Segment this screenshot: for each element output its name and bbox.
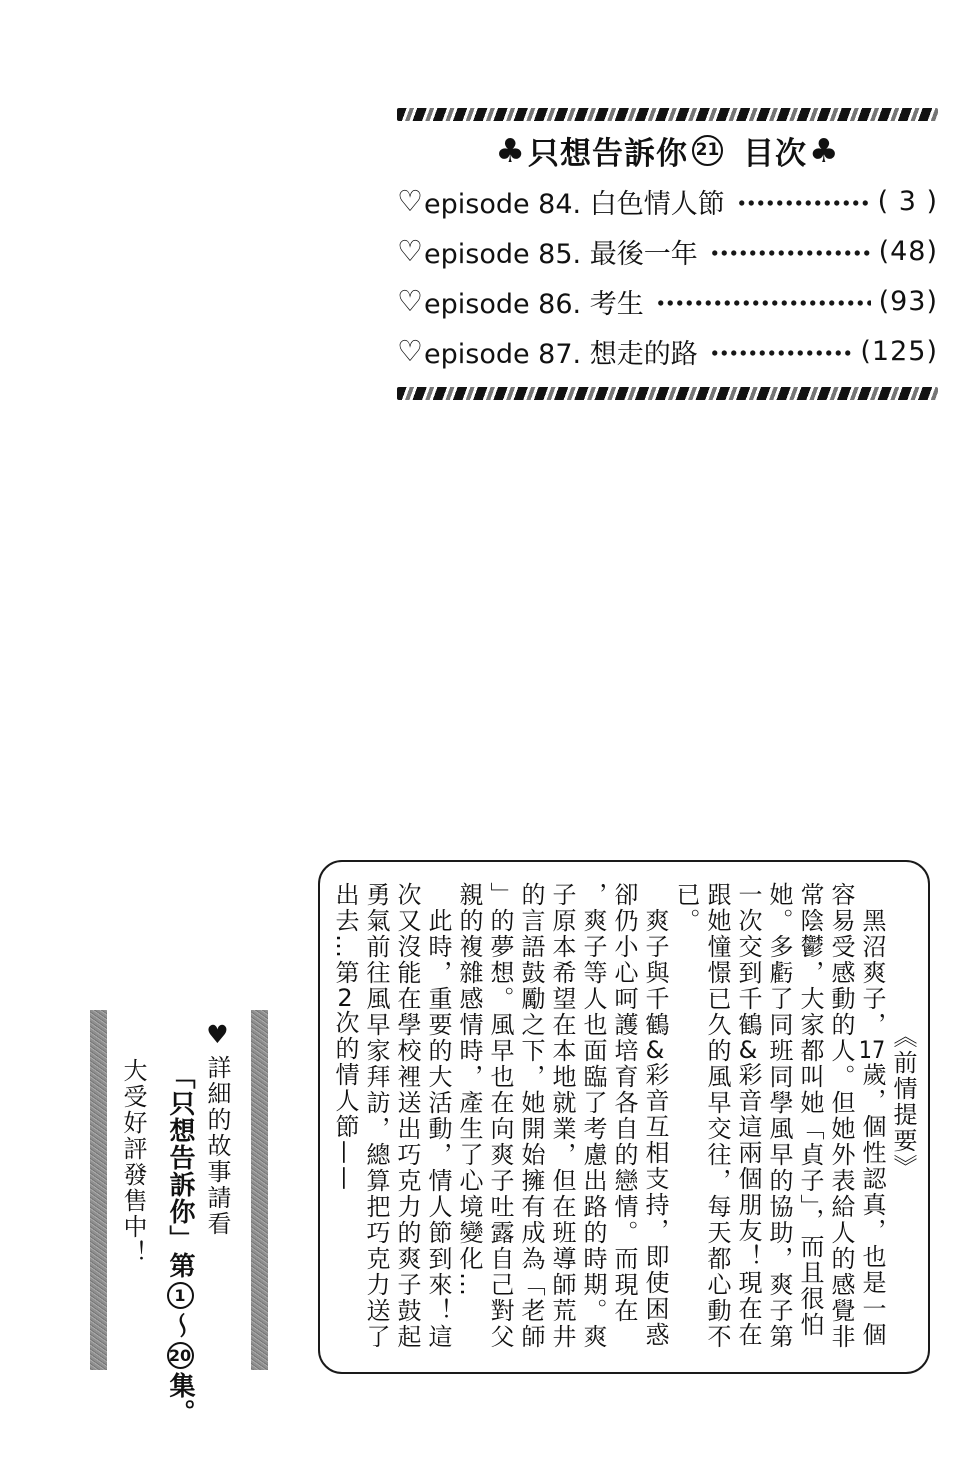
dot-leader — [710, 346, 853, 360]
episode-list — [397, 176, 938, 376]
recap-column: 卻仍小心呵護培育各自的戀情。而現在 — [610, 882, 638, 1324]
heart-outline-icon: ♡ — [397, 184, 423, 218]
dot-leader — [737, 196, 870, 210]
heart-outline-icon: ♡ — [397, 334, 423, 368]
recap-column: 子原本希望在本地就業，但在班導師荒井 — [548, 882, 576, 1350]
tilde-glyph: 〜 — [165, 1312, 195, 1339]
circled-number-1: 1 — [167, 1282, 194, 1309]
recap-column: 親的複雜感情時，產生了心境變化… — [455, 882, 483, 1298]
promo-note-column — [200, 1020, 235, 1237]
recap-heading: 《前情提要》 — [889, 1024, 917, 1180]
episode-page-number: (48) — [878, 235, 938, 267]
recap-column: 已。 — [672, 882, 700, 934]
circled-number-20: 20 — [167, 1342, 194, 1369]
series-volumes-column — [162, 1063, 199, 1426]
episode-page-number: (125) — [860, 335, 938, 367]
toc-title-section: 目次 — [743, 135, 807, 172]
promo-status-column: 大受好評發售中！ — [119, 1058, 147, 1266]
recap-column: 常陰鬱，大家都叫她「貞子」，而且很怕 — [796, 882, 824, 1338]
heart-outline-icon: ♡ — [397, 284, 423, 318]
dot-leader — [710, 246, 871, 260]
gray-bar-right — [251, 1010, 268, 1370]
ribbon-border-top — [397, 108, 938, 121]
volume-21-badge: 21 — [692, 135, 723, 166]
recap-column: 她。多虧了同班同學風早的協助，爽子第 — [765, 882, 793, 1350]
heart-outline-icon: ♡ — [397, 234, 423, 268]
recap-column: ，爽子等人也面臨了考慮出路的時期。爽 — [579, 882, 607, 1350]
recap-column: 容易受感動的人。但她外表給人的感覺非 — [827, 882, 855, 1350]
episode-row-86 — [397, 276, 938, 326]
recap-column: 出去…第2次的情人節—— — [331, 882, 359, 1192]
episode-label: episode 84. 白色情人節 — [424, 188, 725, 220]
recap-column: 爽子與千鶴&彩音互相支持，即使困惑 — [641, 882, 669, 1348]
dot-leader — [656, 296, 871, 310]
toc-title — [397, 130, 938, 170]
recap-column: 一次交到千鶴&彩音這兩個朋友！現在在 — [734, 882, 762, 1348]
ribbon-border-bottom — [397, 387, 938, 400]
recap-column: 的言語鼓勵之下，她開始擁有成為「老師 — [517, 882, 545, 1350]
gray-bar-left — [90, 1010, 107, 1370]
recap-column: 勇氣前往風早家拜訪，總算把巧克力送了 — [362, 882, 390, 1350]
recap-column: 」的夢想。風早也在向爽子吐露自己對父 — [486, 882, 514, 1350]
episode-row-87 — [397, 326, 938, 376]
heart-icon: ♥ — [203, 1020, 232, 1055]
episode-label: episode 86. 考生 — [424, 288, 644, 320]
episode-label: episode 87. 想走的路 — [424, 338, 698, 370]
recap-column: 跟她憧憬已久的風早交往，每天都心動不 — [703, 882, 731, 1350]
recap-column: 黑沼爽子，17歲，個性認真，也是一個 — [858, 882, 886, 1348]
series-promo-block — [90, 1008, 268, 1426]
recap-column: 此時，重要的大活動，情人節到來！這 — [424, 882, 452, 1350]
table-of-contents — [397, 108, 938, 400]
club-icon-right: ♣ — [809, 130, 840, 170]
story-recap-text — [328, 882, 918, 1356]
episode-row-84 — [397, 176, 938, 226]
toc-title-series: 只想告訴你 — [528, 135, 688, 172]
episode-label: episode 85. 最後一年 — [424, 238, 698, 270]
episode-page-number: (93) — [878, 285, 938, 317]
episode-page-number: ( 3 ) — [877, 185, 938, 217]
story-recap-box — [318, 860, 930, 1374]
episode-row-85 — [397, 226, 938, 276]
recap-column: 次又沒能在學校裡送出巧克力的爽子鼓起 — [393, 882, 421, 1350]
series-title-text: 「只想告訴你」第 — [165, 1063, 195, 1279]
promo-note-text: 詳細的故事請看 — [203, 1055, 231, 1237]
series-suffix-text: 集。 — [165, 1372, 195, 1426]
club-icon-left: ♣ — [495, 130, 526, 170]
